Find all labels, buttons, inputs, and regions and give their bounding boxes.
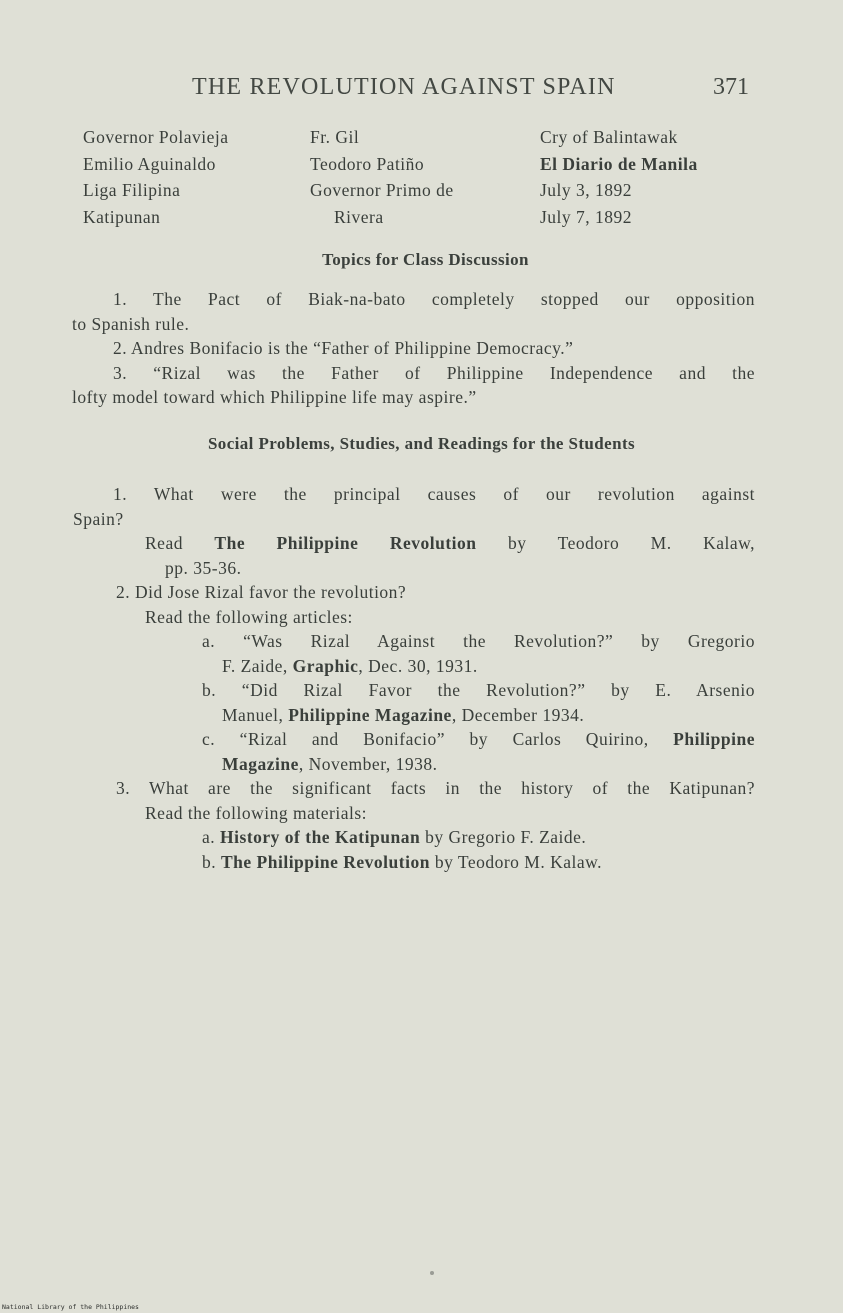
chapter-title: THE REVOLUTION AGAINST SPAIN — [192, 74, 616, 100]
term: Teodoro Patiño — [310, 153, 425, 174]
reading-suffix: by Gregorio F. Zaide. — [420, 827, 587, 847]
citation-journal: Graphic — [292, 655, 359, 676]
citation-prefix: Manuel, — [222, 704, 289, 725]
citation-journal: Philippine Magazine — [288, 704, 452, 725]
reading-suffix: by Teodoro M. Kalaw, — [476, 533, 755, 553]
term: Cry of Balintawak — [540, 127, 678, 147]
citation-suffix: , Dec. 30, 1931. — [358, 655, 478, 676]
question-3-b — [75, 850, 755, 875]
reading-title: The Philippine Revolution — [221, 851, 430, 872]
question-3-read: Read the following materials: — [145, 802, 368, 823]
reading-suffix: by Teodoro M. Kalaw. — [429, 851, 603, 872]
question-1-line-2: Spain? — [73, 508, 124, 529]
citation-prefix: c. “Rizal and Bonifacio” by Carlos Quirino, — [202, 729, 674, 749]
topic-item-3-line-2: lofty model toward which Philippine life may aspire.” — [72, 387, 477, 407]
question-3-a — [75, 825, 755, 850]
question-1-reading — [75, 531, 755, 556]
question-2-b-line-2 — [75, 703, 755, 728]
question-2-a-line-1: a. “Was Rizal Against the Revolution?” by Gregorio — [202, 631, 755, 651]
question-2-c-line-1 — [75, 727, 755, 752]
topic-item-1-line-2: to Spanish rule. — [72, 313, 190, 334]
term: Rivera — [334, 206, 384, 227]
terms-column-3 — [540, 124, 698, 230]
citation-journal: Philippine — [673, 729, 755, 749]
question-2-a-line-2 — [75, 654, 755, 679]
topics-heading: Topics for Class Discussion — [322, 250, 529, 269]
citation-prefix: F. Zaide, — [222, 655, 293, 676]
page-number: 371 — [713, 74, 749, 100]
topic-item-3-line-1: 3. “Rizal was the Father of Philippine Independence and the — [113, 362, 755, 383]
topic-item-1-line-1: 1. The Pact of Biak-na-bato completely stopped our opposition — [113, 289, 755, 309]
reading-title: History of the Katipunan — [220, 827, 421, 847]
problems-list — [75, 482, 755, 874]
question-2-c-line-2 — [75, 752, 755, 777]
topic-item-2: 2. Andres Bonifacio is the “Father of Philippine Democracy.” — [113, 338, 574, 358]
question-1-pages: pp. 35-36. — [165, 557, 242, 578]
problems-heading: Social Problems, Studies, and Readings for the Students — [207, 434, 636, 453]
term: Fr. Gil — [310, 127, 360, 147]
term: Katipunan — [83, 206, 161, 227]
question-2-b-line-1: b. “Did Rizal Favor the Revolution?” by E. Arsenio — [202, 680, 755, 700]
question-1-line-1: 1. What were the principal causes of our revolution against — [113, 484, 755, 504]
question-2-read: Read the following articles: — [145, 606, 353, 627]
term: Liga Filipina — [83, 180, 181, 200]
question-3-line-1: 3. What are the significant facts in the history of the Katipunan? — [116, 778, 755, 798]
citation-journal: Magazine — [222, 753, 299, 774]
terms-column-1 — [83, 124, 229, 230]
item-marker: a. — [202, 827, 221, 847]
citation-suffix: , December 1934. — [451, 704, 585, 725]
item-marker: b. — [202, 851, 221, 872]
term: Emilio Aguinaldo — [83, 153, 216, 174]
terms-column-2 — [310, 124, 454, 230]
term: July 3, 1892 — [540, 180, 633, 200]
citation-suffix: , November, 1938. — [298, 753, 438, 774]
term: Governor Primo de — [310, 180, 454, 200]
term: El Diario de Manila — [540, 153, 698, 174]
term: July 7, 1892 — [540, 206, 633, 227]
running-header — [0, 74, 843, 104]
term: Governor Polavieja — [83, 127, 229, 147]
reading-title: The Philippine Revolution — [214, 533, 477, 553]
page-speck — [430, 1271, 434, 1275]
reading-prefix: Read — [145, 533, 215, 553]
topics-list — [72, 287, 755, 410]
scan-credit: National Library of the Philippines — [2, 1303, 139, 1311]
question-2-line-1: 2. Did Jose Rizal favor the revolution? — [116, 582, 407, 602]
